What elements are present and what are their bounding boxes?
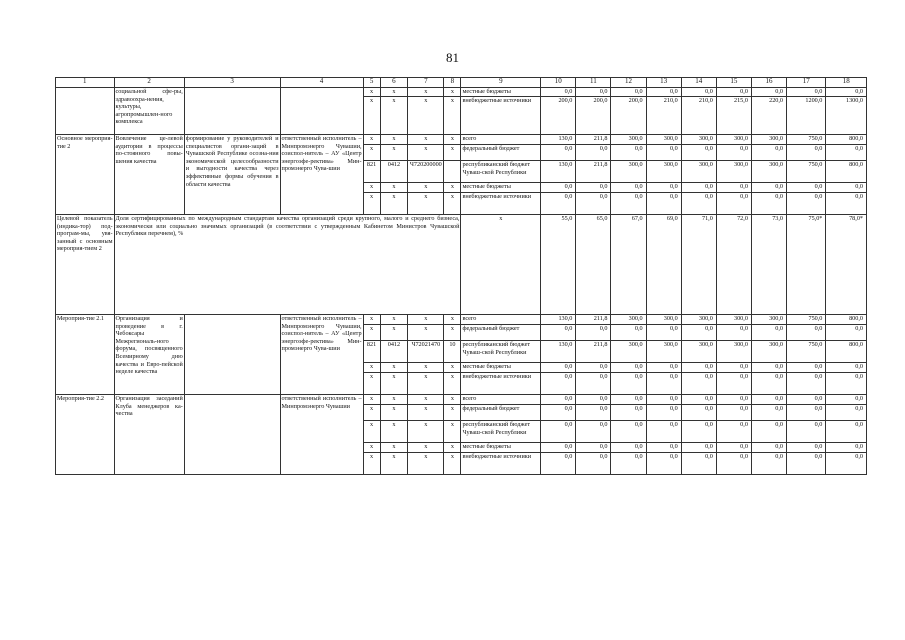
value-cell: 0,0 — [826, 421, 867, 443]
value-cell: 0,0 — [751, 373, 786, 395]
value-cell: 0,0 — [611, 405, 646, 421]
value-cell: 0,0 — [787, 88, 826, 97]
code-cell: 10 — [444, 341, 461, 363]
value-cell: 130,0 — [541, 161, 576, 183]
code-cell: x — [363, 363, 380, 373]
header-cell: 5 — [363, 78, 380, 88]
value-cell: 0,0 — [541, 443, 576, 453]
value-cell: 0,0 — [576, 395, 611, 405]
value-cell: 0,0 — [681, 421, 716, 443]
value-cell: 0,0 — [611, 193, 646, 215]
event-executor: ответственный исполнитель – Минпромэнерго Чувашии, соиспол-нитель – АУ «Центр энергоэфе-ректива» Мин-промэнерго Чува-шии — [280, 135, 363, 215]
code-cell: x — [380, 373, 408, 395]
value-cell: 300,0 — [681, 315, 716, 325]
source-cell: местные бюджеты — [461, 443, 541, 453]
event-title: Вовлечение це-левой аудитории в процессы по-стоянного повы-шения качества — [114, 135, 184, 215]
value-cell: 300,0 — [716, 341, 751, 363]
value-cell: 200,0 — [541, 97, 576, 135]
value-cell: 0,0 — [826, 88, 867, 97]
value-cell: 0,0 — [681, 193, 716, 215]
value-cell: 0,0 — [716, 373, 751, 395]
code-cell: x — [444, 135, 461, 145]
source-cell: внебюджетные источники — [461, 453, 541, 475]
event-name: Мероприя-тие 2.2 — [56, 395, 115, 475]
code-cell: x — [408, 443, 444, 453]
header-cell: 16 — [751, 78, 786, 88]
code-cell: x — [380, 145, 408, 161]
value-cell: 211,8 — [576, 315, 611, 325]
source-cell: федеральный бюджет — [461, 405, 541, 421]
header-cell: 14 — [681, 78, 716, 88]
source-cell: федеральный бюджет — [461, 145, 541, 161]
event-task — [184, 395, 280, 475]
value-cell: 0,0 — [646, 183, 681, 193]
value-cell: 0,0 — [576, 373, 611, 395]
code-cell: x — [444, 453, 461, 475]
value-cell: 0,0 — [541, 405, 576, 421]
header-row — [56, 78, 867, 88]
value-cell: 300,0 — [646, 315, 681, 325]
code-cell: Ч72021470 — [408, 341, 444, 363]
table-row — [56, 135, 867, 145]
value-cell: 0,0 — [681, 395, 716, 405]
value-cell: 0,0 — [826, 145, 867, 161]
code-cell: x — [444, 315, 461, 325]
value-cell: 0,0 — [576, 183, 611, 193]
value-cell: 300,0 — [751, 135, 786, 145]
code-cell: x — [444, 373, 461, 395]
table-row — [56, 395, 867, 405]
value-cell: 0,0 — [826, 395, 867, 405]
code-cell: x — [363, 453, 380, 475]
code-cell: x — [380, 135, 408, 145]
code-cell: x — [363, 193, 380, 215]
value-cell: 0,0 — [716, 145, 751, 161]
value-cell: 0,0 — [716, 183, 751, 193]
value-cell: 0,0 — [826, 443, 867, 453]
value-cell: 0,0 — [646, 453, 681, 475]
code-cell: x — [363, 443, 380, 453]
source-cell: всего — [461, 315, 541, 325]
code-cell: x — [363, 135, 380, 145]
value-cell: 750,0 — [787, 135, 826, 145]
value-cell: 300,0 — [681, 161, 716, 183]
source-cell: местные бюджеты — [461, 363, 541, 373]
source-cell: республиканский бюджет Чуваш-ской Республики — [461, 341, 541, 363]
source-cell: республиканский бюджет Чуваш-ской Республики — [461, 421, 541, 443]
value-cell: 220,0 — [751, 97, 786, 135]
header-cell: 6 — [380, 78, 408, 88]
code-cell: x — [444, 395, 461, 405]
value-cell: 0,0 — [751, 405, 786, 421]
value-cell: 0,0 — [787, 405, 826, 421]
code-cell: x — [363, 373, 380, 395]
value-cell: 0,0 — [716, 453, 751, 475]
value-cell: 0,0 — [751, 193, 786, 215]
code-cell: x — [363, 405, 380, 421]
value-cell: 0,0 — [541, 363, 576, 373]
code-cell: x — [408, 453, 444, 475]
value-cell: 300,0 — [681, 341, 716, 363]
header-cell: 4 — [280, 78, 363, 88]
code-cell: 821 — [363, 341, 380, 363]
value-cell: 0,0 — [716, 88, 751, 97]
value-cell: 0,0 — [646, 443, 681, 453]
header-cell: 13 — [646, 78, 681, 88]
value-cell: 210,0 — [681, 97, 716, 135]
value-cell: 300,0 — [611, 135, 646, 145]
event-title: социальной сфе-ры, здравоохра-нения, культуры, агропромышлен-ного комплекса — [114, 88, 184, 135]
value-cell: 0,0 — [787, 325, 826, 341]
value-cell: 0,0 — [787, 395, 826, 405]
code-cell: x — [363, 183, 380, 193]
value-cell: 0,0 — [576, 405, 611, 421]
value-cell: 0,0 — [576, 421, 611, 443]
value-cell: 0,0 — [541, 145, 576, 161]
value-cell: 200,0 — [611, 97, 646, 135]
value-cell: 800,0 — [826, 341, 867, 363]
source-cell: местные бюджеты — [461, 88, 541, 97]
value-cell: 78,0* — [826, 215, 867, 315]
indicator-x: x — [461, 215, 541, 315]
code-cell: x — [408, 405, 444, 421]
value-cell: 800,0 — [826, 161, 867, 183]
header-cell: 17 — [787, 78, 826, 88]
source-cell: внебюджетные источники — [461, 97, 541, 135]
header-cell: 8 — [444, 78, 461, 88]
value-cell: 0,0 — [541, 373, 576, 395]
value-cell: 211,8 — [576, 135, 611, 145]
value-cell: 0,0 — [826, 325, 867, 341]
value-cell: 0,0 — [681, 145, 716, 161]
source-cell: республиканский бюджет Чуваш-ской Республики — [461, 161, 541, 183]
value-cell: 0,0 — [826, 183, 867, 193]
code-cell: x — [380, 88, 408, 97]
value-cell: 300,0 — [716, 135, 751, 145]
value-cell: 0,0 — [681, 443, 716, 453]
value-cell: 67,0 — [611, 215, 646, 315]
value-cell: 0,0 — [681, 183, 716, 193]
value-cell: 0,0 — [751, 421, 786, 443]
header-cell: 18 — [826, 78, 867, 88]
value-cell: 300,0 — [716, 161, 751, 183]
code-cell: x — [408, 395, 444, 405]
value-cell: 0,0 — [576, 88, 611, 97]
header-cell: 10 — [541, 78, 576, 88]
value-cell: 0,0 — [826, 453, 867, 475]
value-cell: 0,0 — [541, 193, 576, 215]
value-cell: 0,0 — [611, 421, 646, 443]
value-cell: 0,0 — [716, 405, 751, 421]
value-cell: 0,0 — [751, 325, 786, 341]
source-cell: всего — [461, 395, 541, 405]
code-cell: Ч720200000 — [408, 161, 444, 183]
value-cell: 69,0 — [646, 215, 681, 315]
header-cell: 12 — [611, 78, 646, 88]
code-cell: x — [380, 405, 408, 421]
value-cell: 300,0 — [611, 315, 646, 325]
value-cell: 0,0 — [541, 395, 576, 405]
value-cell: 0,0 — [541, 183, 576, 193]
value-cell: 215,0 — [716, 97, 751, 135]
value-cell: 750,0 — [787, 315, 826, 325]
value-cell: 300,0 — [611, 161, 646, 183]
value-cell: 300,0 — [751, 161, 786, 183]
code-cell: x — [444, 405, 461, 421]
code-cell: x — [363, 315, 380, 325]
budget-table — [55, 77, 867, 475]
source-cell: федеральный бюджет — [461, 325, 541, 341]
value-cell: 0,0 — [787, 193, 826, 215]
value-cell: 0,0 — [611, 183, 646, 193]
value-cell: 75,0* — [787, 215, 826, 315]
code-cell: x — [444, 183, 461, 193]
value-cell: 0,0 — [787, 145, 826, 161]
value-cell: 0,0 — [576, 363, 611, 373]
value-cell: 300,0 — [611, 341, 646, 363]
value-cell: 0,0 — [646, 88, 681, 97]
value-cell: 130,0 — [541, 315, 576, 325]
code-cell: x — [444, 421, 461, 443]
code-cell: x — [408, 325, 444, 341]
value-cell: 0,0 — [576, 443, 611, 453]
event-title: Организация и проведение в г. Чебоксары Межрегиональ-ного форума, посвященного Всемирному дню качества и Евро-пейской неделе качества — [114, 315, 184, 395]
code-cell: x — [380, 443, 408, 453]
value-cell: 0,0 — [611, 88, 646, 97]
value-cell: 0,0 — [826, 405, 867, 421]
code-cell: x — [380, 183, 408, 193]
code-cell: x — [444, 325, 461, 341]
value-cell: 0,0 — [646, 395, 681, 405]
value-cell: 750,0 — [787, 161, 826, 183]
value-cell: 0,0 — [826, 193, 867, 215]
header-cell: 3 — [184, 78, 280, 88]
code-cell: x — [380, 421, 408, 443]
code-cell: x — [363, 88, 380, 97]
source-cell: внебюджетные источники — [461, 193, 541, 215]
value-cell: 0,0 — [646, 363, 681, 373]
source-cell: всего — [461, 135, 541, 145]
page-number: 81 — [446, 50, 459, 65]
code-cell: x — [380, 363, 408, 373]
value-cell: 0,0 — [751, 363, 786, 373]
value-cell: 300,0 — [646, 161, 681, 183]
code-cell: x — [444, 88, 461, 97]
value-cell: 300,0 — [751, 341, 786, 363]
code-cell: x — [444, 193, 461, 215]
header-cell: 11 — [576, 78, 611, 88]
value-cell: 73,0 — [751, 215, 786, 315]
code-cell: x — [444, 145, 461, 161]
value-cell: 750,0 — [787, 341, 826, 363]
header-cell: 15 — [716, 78, 751, 88]
value-cell: 0,0 — [541, 325, 576, 341]
event-task: формирование у руководителей и специалистов органи-заций в Чувашской Республике осозна-ния экономической целесообразности и выгодности качества через эффективные формы обучения в области качества — [184, 135, 280, 215]
code-cell: x — [408, 193, 444, 215]
code-cell: 821 — [363, 161, 380, 183]
code-cell: x — [444, 363, 461, 373]
code-cell: x — [444, 443, 461, 453]
value-cell: 0,0 — [611, 443, 646, 453]
code-cell: x — [363, 395, 380, 405]
value-cell: 0,0 — [787, 363, 826, 373]
empty-cell — [56, 88, 115, 135]
code-cell — [444, 161, 461, 183]
value-cell: 0,0 — [787, 373, 826, 395]
code-cell: x — [380, 395, 408, 405]
value-cell: 0,0 — [646, 325, 681, 341]
code-cell: x — [380, 193, 408, 215]
code-cell: x — [444, 97, 461, 135]
value-cell: 0,0 — [716, 363, 751, 373]
value-cell: 0,0 — [576, 325, 611, 341]
value-cell: 0,0 — [751, 443, 786, 453]
event-name: Мероприя-тие 2.1 — [56, 315, 115, 395]
code-cell: x — [408, 88, 444, 97]
value-cell: 1300,0 — [826, 97, 867, 135]
value-cell: 0,0 — [611, 363, 646, 373]
value-cell: 0,0 — [751, 395, 786, 405]
code-cell: x — [380, 325, 408, 341]
indicator-name: Целевой показатель (индика-тор) под-програм-мы, увя-занный с основным мероприя-тием 2 — [56, 215, 115, 315]
value-cell: 130,0 — [541, 341, 576, 363]
code-cell: x — [408, 421, 444, 443]
empty-cell — [184, 88, 280, 135]
value-cell: 0,0 — [681, 373, 716, 395]
value-cell: 0,0 — [716, 443, 751, 453]
value-cell: 0,0 — [646, 193, 681, 215]
empty-cell — [280, 88, 363, 135]
value-cell: 71,0 — [681, 215, 716, 315]
value-cell: 0,0 — [681, 325, 716, 341]
code-cell: x — [408, 373, 444, 395]
value-cell: 0,0 — [576, 453, 611, 475]
value-cell: 0,0 — [681, 405, 716, 421]
value-cell: 0,0 — [611, 373, 646, 395]
value-cell: 0,0 — [787, 421, 826, 443]
value-cell: 0,0 — [716, 193, 751, 215]
value-cell: 0,0 — [541, 453, 576, 475]
value-cell: 300,0 — [646, 135, 681, 145]
code-cell: 0412 — [380, 161, 408, 183]
value-cell: 0,0 — [611, 453, 646, 475]
header-cell: 2 — [114, 78, 184, 88]
indicator-text: Доля сертифицированных по международным стандартам качества организаций среди крупного, малого и среднего бизнеса, экономически или социально значимых организаций (в соответствии с утвержденным Кабинетом Министров Чувашской Республики перечнем), % — [114, 215, 461, 315]
value-cell: 0,0 — [787, 453, 826, 475]
code-cell: x — [408, 145, 444, 161]
value-cell: 800,0 — [826, 315, 867, 325]
value-cell: 800,0 — [826, 135, 867, 145]
value-cell: 300,0 — [751, 315, 786, 325]
code-cell: 0412 — [380, 341, 408, 363]
code-cell: x — [408, 183, 444, 193]
code-cell: x — [363, 97, 380, 135]
value-cell: 0,0 — [751, 453, 786, 475]
code-cell: x — [380, 453, 408, 475]
value-cell: 72,0 — [716, 215, 751, 315]
value-cell: 0,0 — [751, 145, 786, 161]
value-cell: 0,0 — [576, 145, 611, 161]
table-row — [56, 315, 867, 325]
value-cell: 0,0 — [751, 88, 786, 97]
value-cell: 0,0 — [787, 443, 826, 453]
value-cell: 0,0 — [681, 88, 716, 97]
value-cell: 0,0 — [576, 193, 611, 215]
value-cell: 300,0 — [646, 341, 681, 363]
value-cell: 210,0 — [646, 97, 681, 135]
value-cell: 0,0 — [681, 453, 716, 475]
code-cell: x — [363, 145, 380, 161]
event-title: Организация заседаний Клуба менеджеров ка-чества — [114, 395, 184, 475]
value-cell: 65,0 — [576, 215, 611, 315]
value-cell: 130,0 — [541, 135, 576, 145]
value-cell: 0,0 — [541, 88, 576, 97]
code-cell: x — [363, 325, 380, 341]
value-cell: 1200,0 — [787, 97, 826, 135]
value-cell: 0,0 — [716, 421, 751, 443]
code-cell: x — [408, 315, 444, 325]
value-cell: 0,0 — [611, 145, 646, 161]
header-cell: 7 — [408, 78, 444, 88]
code-cell: x — [408, 363, 444, 373]
header-cell: 9 — [461, 78, 541, 88]
source-cell: внебюджетные источники — [461, 373, 541, 395]
event-task — [184, 315, 280, 395]
table-row — [56, 88, 867, 97]
value-cell: 0,0 — [681, 363, 716, 373]
value-cell: 0,0 — [611, 395, 646, 405]
value-cell: 0,0 — [646, 421, 681, 443]
value-cell: 0,0 — [646, 373, 681, 395]
target-indicator-row — [56, 215, 867, 315]
value-cell: 200,0 — [576, 97, 611, 135]
source-cell: местные бюджеты — [461, 183, 541, 193]
value-cell: 55,0 — [541, 215, 576, 315]
value-cell: 211,8 — [576, 341, 611, 363]
value-cell: 0,0 — [541, 421, 576, 443]
value-cell: 0,0 — [716, 395, 751, 405]
value-cell: 0,0 — [646, 145, 681, 161]
code-cell: x — [408, 135, 444, 145]
value-cell: 0,0 — [611, 325, 646, 341]
value-cell: 0,0 — [751, 183, 786, 193]
code-cell: x — [380, 97, 408, 135]
event-executor: ответственный исполнитель – Минпромэнерго Чувашии — [280, 395, 363, 475]
value-cell: 211,8 — [576, 161, 611, 183]
value-cell: 300,0 — [716, 315, 751, 325]
value-cell: 0,0 — [826, 373, 867, 395]
event-name: Основное мероприя-тие 2 — [56, 135, 115, 215]
value-cell: 0,0 — [716, 325, 751, 341]
code-cell: x — [408, 97, 444, 135]
value-cell: 300,0 — [681, 135, 716, 145]
header-cell: 1 — [56, 78, 115, 88]
code-cell: x — [380, 315, 408, 325]
value-cell: 0,0 — [787, 183, 826, 193]
value-cell: 0,0 — [646, 405, 681, 421]
event-executor: ответственный исполнитель – Минпромэнерго Чувашии, соиспол-нитель – АУ «Центр энергоэфе-ректива» Мин-промэнерго Чува-шии — [280, 315, 363, 395]
code-cell: x — [363, 421, 380, 443]
value-cell: 0,0 — [826, 363, 867, 373]
